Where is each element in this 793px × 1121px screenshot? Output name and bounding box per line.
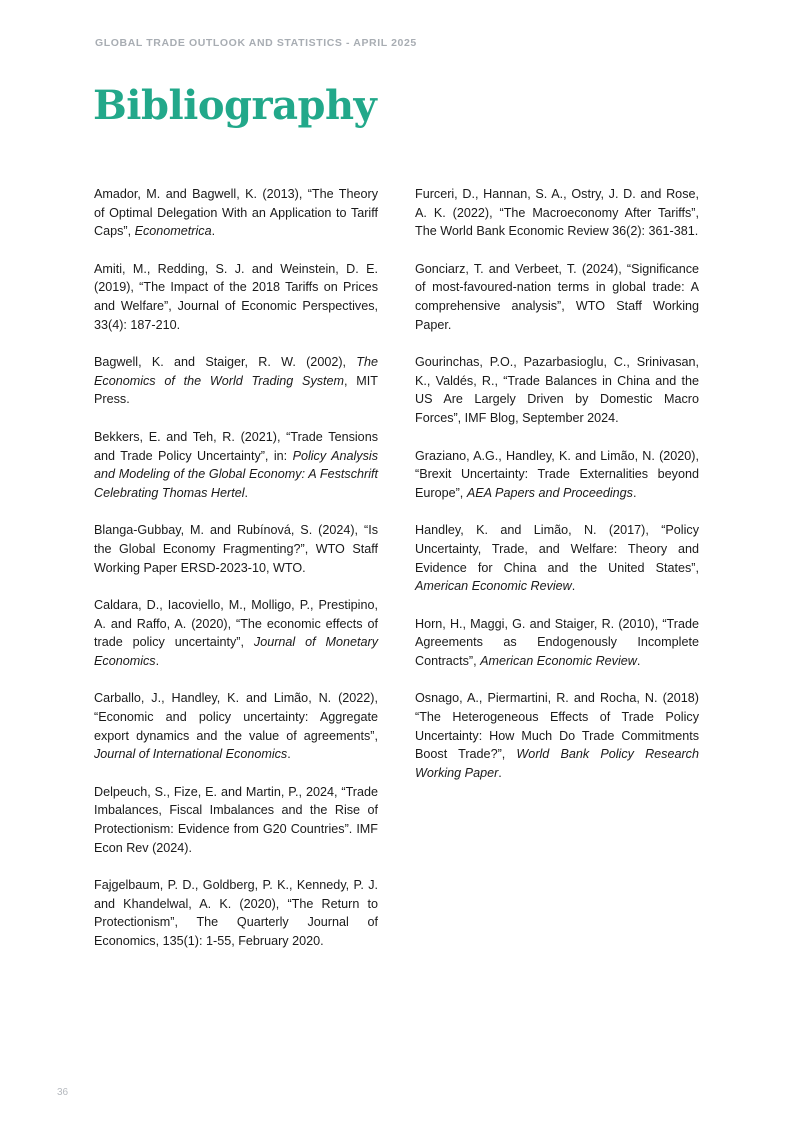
reference-entry: Horn, H., Maggi, G. and Staiger, R. (2010), “Trade Agreements as Endogenously Incomplete Contracts”, American Economic Review. (415, 616, 699, 668)
reference-entry: Amador, M. and Bagwell, K. (2013), “The Theory of Optimal Delegation With an Application to Tariff Caps”, Econometrica. (94, 187, 378, 239)
reference-entry: Carballo, J., Handley, K. and Limão, N. (2022), “Economic and policy uncertainty: Aggregate export dynamics and the value of agreements”, Journal of International Economics. (94, 691, 378, 762)
reference-entry: Furceri, D., Hannan, S. A., Ostry, J. D. and Rose, A. K. (2022), “The Macroeconomy After Tariffs”, The World Bank Economic Review 36(2): 361-381. (415, 187, 699, 239)
bibliography-column-right (415, 185, 699, 801)
reference-entry: Fajgelbaum, P. D., Goldberg, P. K., Kennedy, P. J. and Khandelwal, A. K. (2020), “The Return to Protectionism”, The Quarterly Journal of Economics, 135(1): 1-55, February 2020. (94, 878, 378, 948)
running-header: GLOBAL TRADE OUTLOOK AND STATISTICS - APRIL 2025 (95, 37, 417, 49)
reference-entry: Gourinchas, P.O., Pazarbasioglu, C., Srinivasan, K., Valdés, R., “Trade Balances in China and the US Are Largely Driven by Domestic Macro Forces”, IMF Blog, September 2024. (415, 355, 699, 425)
reference-entry: Delpeuch, S., Fize, E. and Martin, P., 2024, “Trade Imbalances, Fiscal Imbalances and the Rise of Protectionism: Evidence from G20 Countries”. IMF Econ Rev (2024). (94, 784, 378, 855)
page-number: 36 (57, 1087, 69, 1098)
bibliography-column-left (94, 185, 378, 970)
reference-entry: Bagwell, K. and Staiger, R. W. (2002), The Economics of the World Trading System, MIT Press. (94, 355, 378, 407)
page-title: Bibliography (93, 82, 377, 129)
reference-entry: Graziano, A.G., Handley, K. and Limão, N. (2020), “Brexit Uncertainty: Trade Externalities beyond Europe”, AEA Papers and Proceedings. (415, 448, 699, 500)
reference-entry: Gonciarz, T. and Verbeet, T. (2024), “Significance of most-favoured-nation terms in global trade: A comprehensive analysis”, WTO Staff Working Paper. (415, 261, 699, 332)
reference-entry: Blanga-Gubbay, M. and Rubínová, S. (2024), “Is the Global Economy Fragmenting?”, WTO Staff Working Paper ERSD-2023-10, WTO. (94, 523, 378, 575)
reference-entry: Handley, K. and Limão, N. (2017), “Policy Uncertainty, Trade, and Welfare: Theory and Evidence for China and the United States”, American Economic Review. (415, 523, 699, 594)
reference-entry: Amiti, M., Redding, S. J. and Weinstein, D. E. (2019), “The Impact of the 2018 Tariffs on Prices and Welfare”, Journal of Economic Perspectives, 33(4): 187-210. (94, 261, 378, 332)
reference-entry: Osnago, A., Piermartini, R. and Rocha, N. (2018) “The Heterogeneous Effects of Trade Policy Uncertainty: How Much Do Trade Commitments Boost Trade?”, World Bank Policy Research Working Paper. (415, 691, 699, 780)
reference-entry: Caldara, D., Iacoviello, M., Molligo, P., Prestipino, A. and Raffo, A. (2020), “The economic effects of trade policy uncertainty”, Journal of Monetary Economics. (94, 598, 378, 668)
reference-entry: Bekkers, E. and Teh, R. (2021), “Trade Tensions and Trade Policy Uncertainty”, in: Policy Analysis and Modeling of the Global Economy: A Festschrift Celebrating Thomas Hertel. (94, 429, 378, 500)
